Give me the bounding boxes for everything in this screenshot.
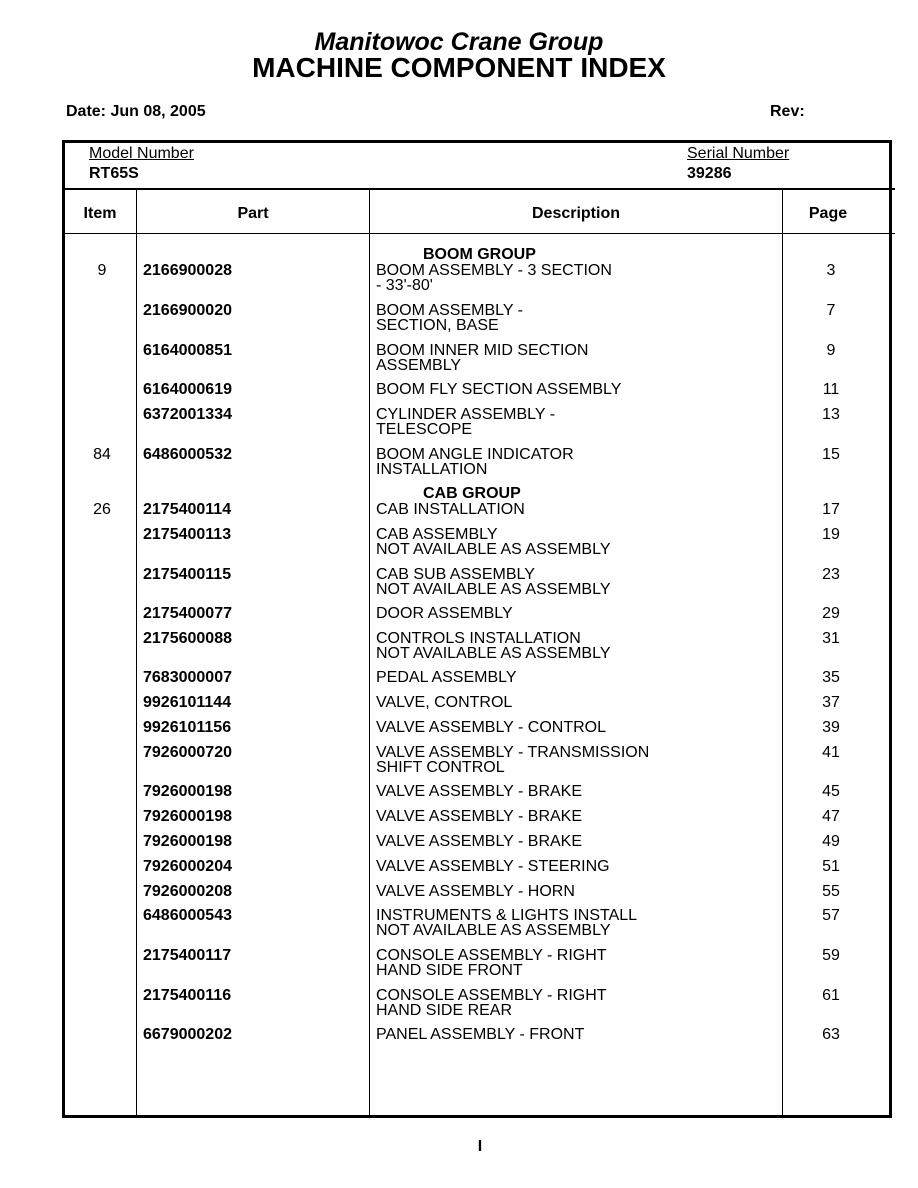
company-name: Manitowoc Crane Group (314, 28, 604, 56)
page-reference: 19 (822, 526, 840, 543)
page-reference: 63 (822, 1026, 840, 1043)
group-heading-cab: CAB GROUP (423, 485, 521, 502)
part-number: 7926000198 (143, 783, 232, 800)
description-line: HAND SIDE REAR (376, 1002, 513, 1019)
page-reference: 51 (822, 858, 840, 875)
description-line: DOOR ASSEMBLY (376, 605, 513, 622)
description (376, 859, 776, 874)
page-reference: 55 (822, 883, 840, 900)
part-number: 7926000720 (143, 744, 232, 761)
description-line: CYLINDER ASSEMBLY - (376, 406, 556, 423)
description (376, 502, 776, 517)
description (376, 834, 776, 849)
page-reference: 49 (822, 833, 840, 850)
part-number: 2166900028 (143, 262, 232, 279)
description-line: HAND SIDE FRONT (376, 962, 523, 979)
part-number: 6486000543 (143, 907, 232, 924)
document-date: Date: Jun 08, 2005 (66, 103, 206, 120)
description (376, 809, 776, 824)
description (376, 1027, 776, 1042)
page-reference: 59 (822, 947, 840, 964)
model-number-label: Model Number (89, 145, 194, 162)
page-reference: 57 (822, 907, 840, 924)
page-reference: 61 (822, 987, 840, 1004)
page-reference: 3 (826, 262, 836, 279)
page-reference: 47 (822, 808, 840, 825)
description-line: CONSOLE ASSEMBLY - RIGHT (376, 947, 607, 964)
description-line: TELESCOPE (376, 421, 473, 438)
part-number: 7926000198 (143, 808, 232, 825)
part-number: 2175400116 (143, 987, 232, 1004)
description-line: BOOM INNER MID SECTION (376, 342, 589, 359)
page-reference: 13 (822, 406, 840, 423)
part-number: 7926000208 (143, 883, 232, 900)
description (376, 884, 776, 899)
description (376, 948, 776, 978)
page-reference: 35 (822, 669, 840, 686)
part-number: 2175400114 (143, 501, 232, 518)
serial-number-value: 39286 (687, 165, 732, 182)
column-header-part: Part (237, 205, 269, 222)
description (376, 263, 776, 293)
description-line: VALVE ASSEMBLY - HORN (376, 883, 575, 900)
description-line: CAB SUB ASSEMBLY (376, 566, 535, 583)
divider-machine-info (62, 188, 895, 190)
description-line: VALVE ASSEMBLY - BRAKE (376, 783, 583, 800)
description-line: NOT AVAILABLE AS ASSEMBLY (376, 645, 611, 662)
model-number-value: RT65S (89, 165, 139, 182)
column-divider-part (369, 189, 370, 1118)
description-line: CONSOLE ASSEMBLY - RIGHT (376, 987, 607, 1004)
part-number: 2175600088 (143, 630, 232, 647)
description (376, 447, 776, 477)
part-number: 9926101144 (143, 694, 232, 711)
description-line: BOOM FLY SECTION ASSEMBLY (376, 381, 622, 398)
description (376, 407, 776, 437)
description-line: BOOM ASSEMBLY - 3 SECTION (376, 262, 612, 279)
description (376, 908, 776, 938)
part-number: 2175400117 (143, 947, 232, 964)
divider-column-header (62, 233, 895, 234)
page-reference: 29 (822, 605, 840, 622)
description (376, 567, 776, 597)
description-line: INSTALLATION (376, 461, 488, 478)
description (376, 303, 776, 333)
description-line: VALVE ASSEMBLY - BRAKE (376, 833, 583, 850)
page-reference: 17 (822, 501, 840, 518)
part-number: 6679000202 (143, 1026, 232, 1043)
part-number: 2175400077 (143, 605, 232, 622)
description-line: NOT AVAILABLE AS ASSEMBLY (376, 541, 611, 558)
description (376, 988, 776, 1018)
serial-number-label: Serial Number (687, 145, 790, 162)
description-line: INSTRUMENTS & LIGHTS INSTALL (376, 907, 638, 924)
page-reference: 15 (822, 446, 840, 463)
description-line: VALVE, CONTROL (376, 694, 513, 711)
page-reference: 7 (826, 302, 836, 319)
description-line: BOOM ASSEMBLY - (376, 302, 524, 319)
part-number: 6486000532 (143, 446, 232, 463)
page-reference: 37 (822, 694, 840, 711)
description-line: CAB ASSEMBLY (376, 526, 498, 543)
column-divider-item (136, 189, 137, 1118)
part-number: 2175400113 (143, 526, 232, 543)
description-line: SHIFT CONTROL (376, 759, 505, 776)
document-revision: Rev: (770, 103, 805, 120)
description (376, 720, 776, 735)
page-reference: 11 (822, 381, 840, 398)
description (376, 343, 776, 373)
description (376, 527, 776, 557)
part-number: 2166900020 (143, 302, 232, 319)
column-header-description: Description (531, 205, 620, 222)
item-number: 9 (97, 262, 107, 279)
description-line: NOT AVAILABLE AS ASSEMBLY (376, 922, 611, 939)
description (376, 695, 776, 710)
description-line: ASSEMBLY (376, 357, 462, 374)
part-number: 6372001334 (143, 406, 232, 423)
description-line: VALVE ASSEMBLY - TRANSMISSION (376, 744, 650, 761)
part-number: 7926000204 (143, 858, 232, 875)
page-number: I (477, 1138, 483, 1155)
description-line: NOT AVAILABLE AS ASSEMBLY (376, 581, 611, 598)
part-number: 7926000198 (143, 833, 232, 850)
description-line: VALVE ASSEMBLY - STEERING (376, 858, 610, 875)
column-divider-description (782, 189, 783, 1118)
description (376, 670, 776, 685)
description (376, 606, 776, 621)
description-line: - 33'-80' (376, 277, 433, 294)
page-reference: 23 (822, 566, 840, 583)
description-line: PANEL ASSEMBLY - FRONT (376, 1026, 585, 1043)
description (376, 631, 776, 661)
group-heading-boom: BOOM GROUP (423, 246, 536, 263)
page-reference: 9 (826, 342, 836, 359)
part-number: 7683000007 (143, 669, 232, 686)
description-line: VALVE ASSEMBLY - BRAKE (376, 808, 583, 825)
item-number: 84 (93, 446, 111, 463)
description-line: BOOM ANGLE INDICATOR (376, 446, 574, 463)
page-reference: 45 (822, 783, 840, 800)
description (376, 745, 776, 775)
column-header-page: Page (808, 205, 848, 222)
page-reference: 39 (822, 719, 840, 736)
part-number: 6164000851 (143, 342, 232, 359)
description-line: VALVE ASSEMBLY - CONTROL (376, 719, 606, 736)
page-reference: 31 (822, 630, 840, 647)
item-number: 26 (93, 501, 111, 518)
part-number: 9926101156 (143, 719, 232, 736)
document-title: MACHINE COMPONENT INDEX (252, 52, 666, 83)
description (376, 784, 776, 799)
part-number: 6164000619 (143, 381, 232, 398)
page-reference: 41 (822, 744, 840, 761)
description-line: SECTION, BASE (376, 317, 499, 334)
description-line: CAB INSTALLATION (376, 501, 525, 518)
column-header-item: Item (83, 205, 117, 222)
description (376, 382, 776, 397)
description-line: PEDAL ASSEMBLY (376, 669, 517, 686)
part-number: 2175400115 (143, 566, 232, 583)
description-line: CONTROLS INSTALLATION (376, 630, 581, 647)
